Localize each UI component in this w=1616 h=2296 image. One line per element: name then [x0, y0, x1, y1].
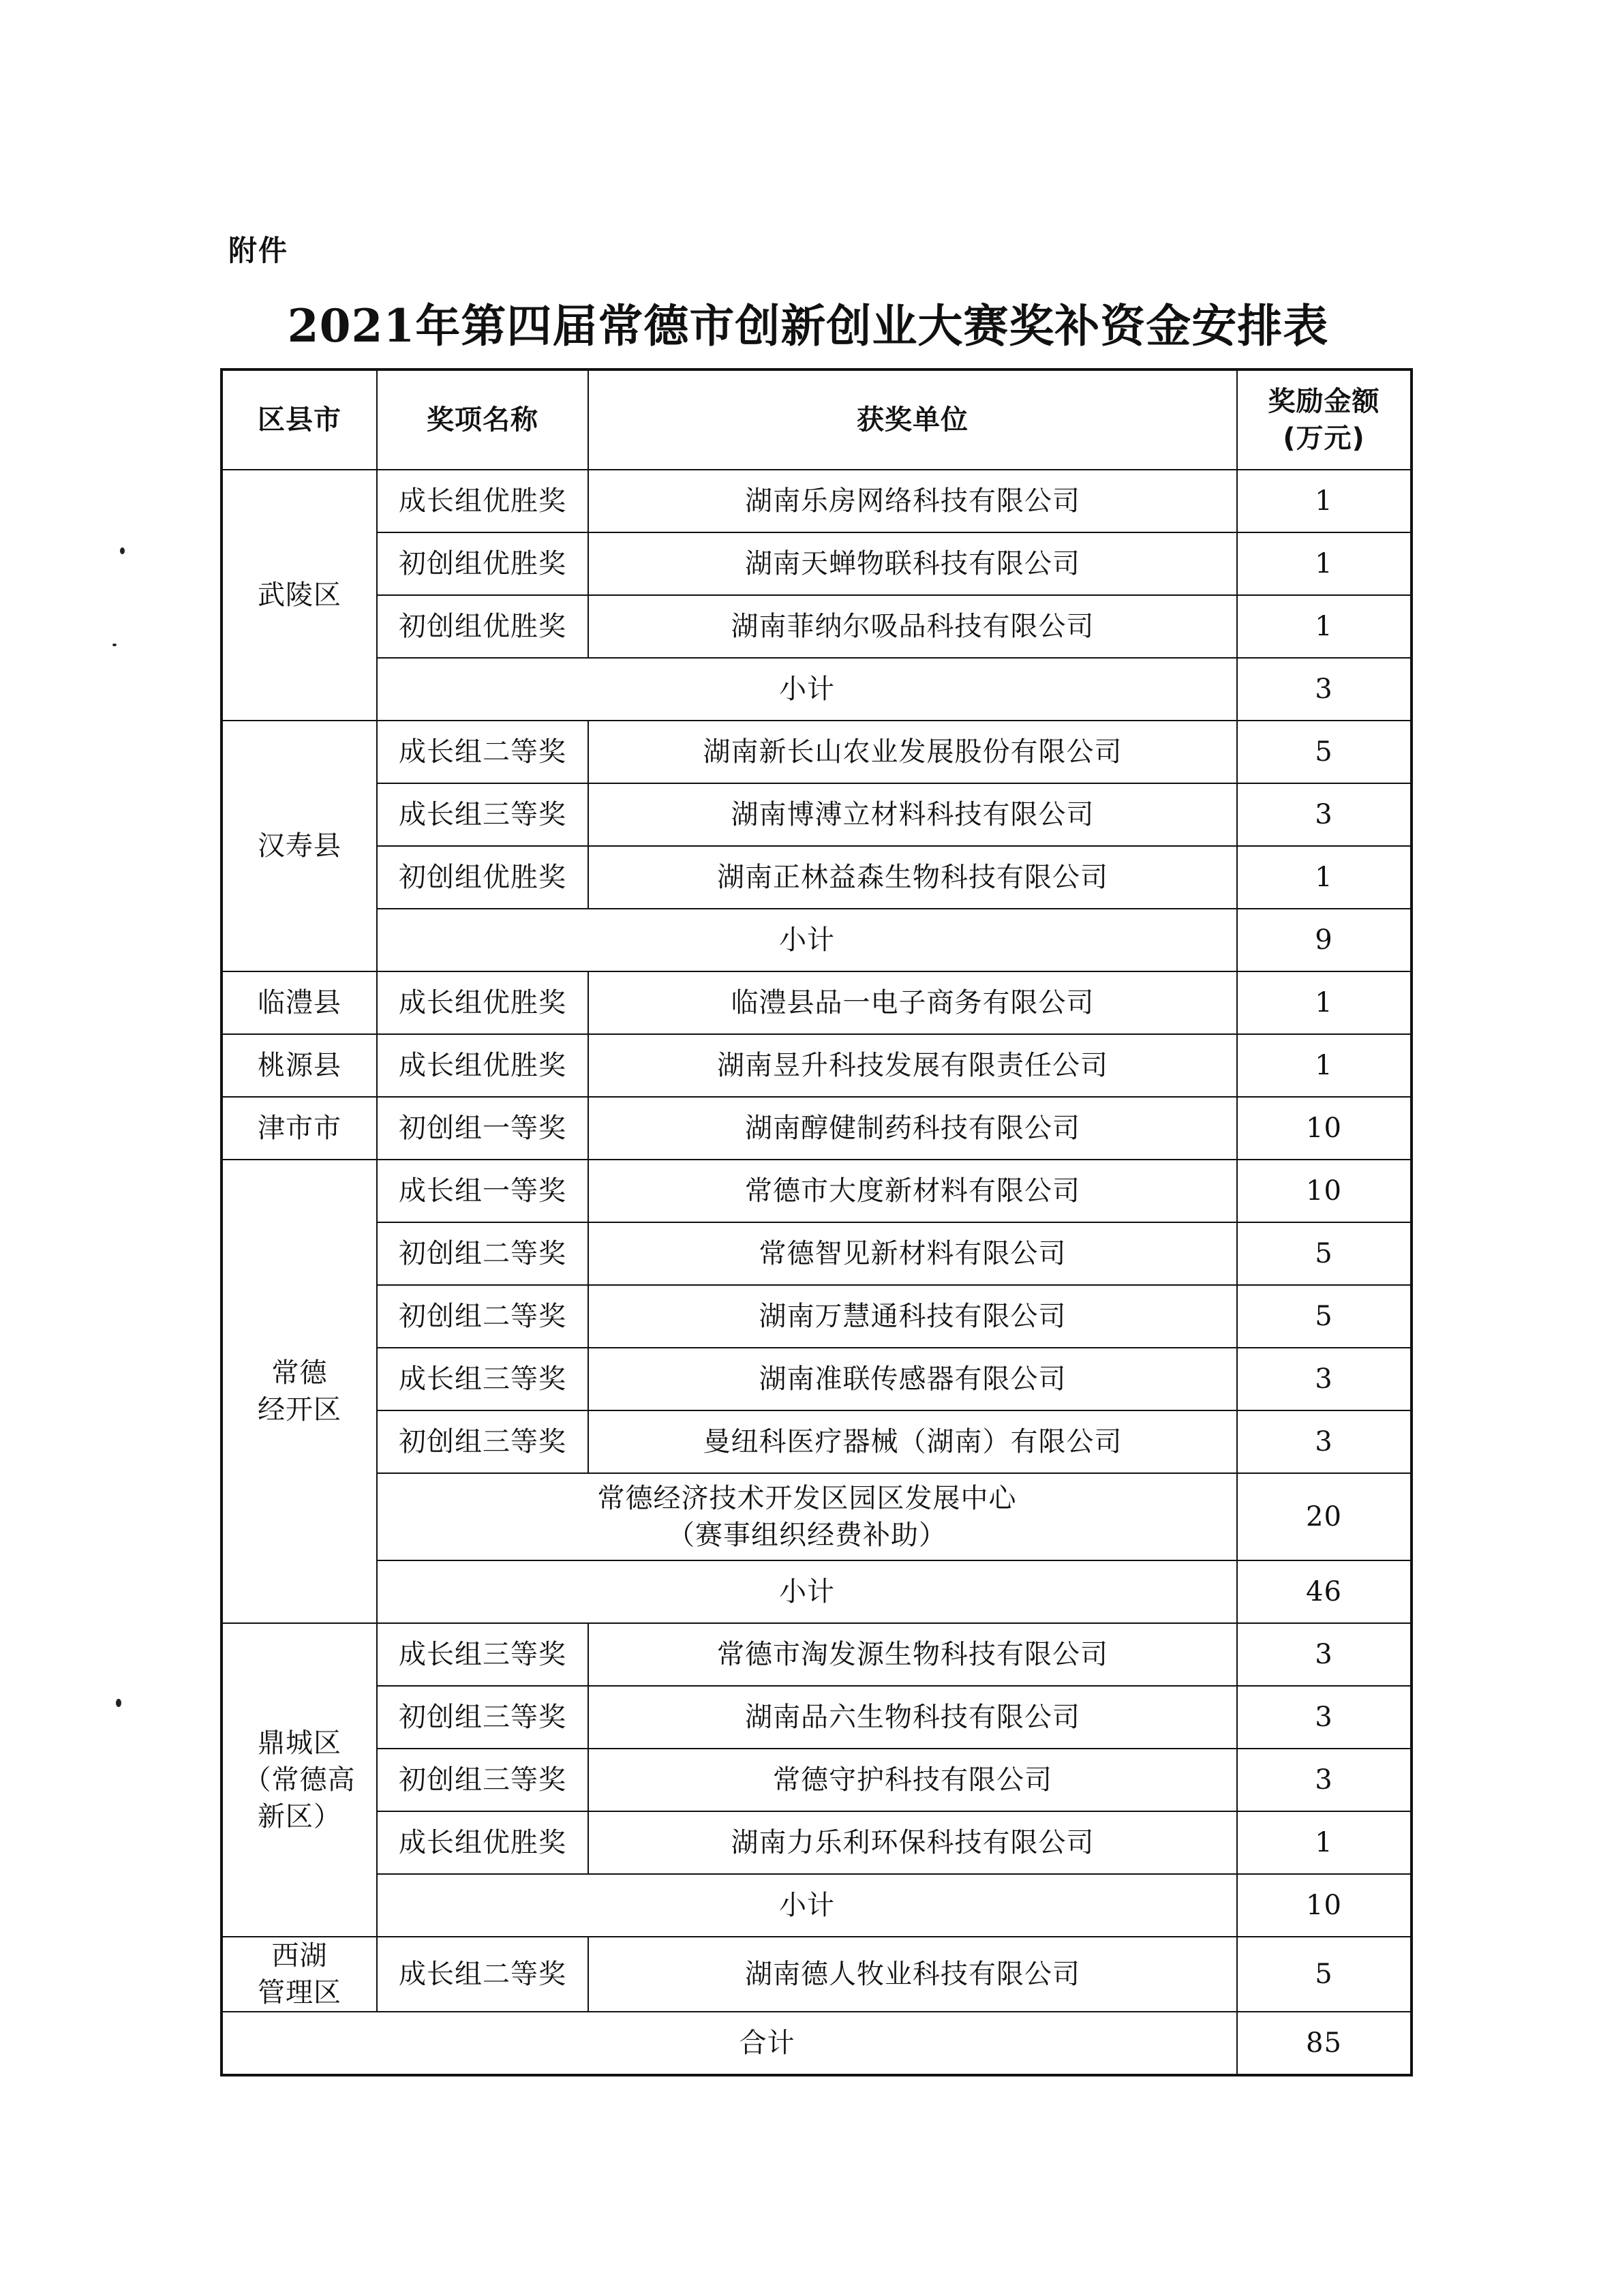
table-row [222, 1410, 1412, 1473]
header-amount-line1: 奖励金额 [1268, 386, 1380, 417]
table-row [222, 1937, 1412, 2012]
special-row [222, 1473, 1412, 1560]
amount-cell: 3 [1237, 1348, 1412, 1410]
total-row [222, 2012, 1412, 2075]
amount-cell: 1 [1237, 1034, 1412, 1097]
award-cell: 初创组一等奖 [377, 1097, 588, 1160]
subtotal-amount: 9 [1237, 909, 1412, 971]
table-row [222, 595, 1412, 658]
subtotal-row [222, 1874, 1412, 1937]
region-line: 临澧县 [258, 987, 341, 1018]
amount-cell: 5 [1237, 1285, 1412, 1348]
winner-cell: 湖南乐房网络科技有限公司 [588, 470, 1237, 532]
table-row [222, 1160, 1412, 1222]
region-cell [222, 1623, 377, 1937]
award-cell: 成长组优胜奖 [377, 971, 588, 1034]
table-row [222, 1686, 1412, 1749]
award-cell: 初创组三等奖 [377, 1749, 588, 1811]
amount-cell: 3 [1237, 783, 1412, 846]
award-cell: 成长组三等奖 [377, 783, 588, 846]
winner-cell: 曼纽科医疗器械（湖南）有限公司 [588, 1410, 1237, 1473]
region-line: 西湖 [271, 1940, 328, 1972]
region-cell [222, 1937, 377, 2012]
winner-cell: 湖南力乐利环保科技有限公司 [588, 1811, 1237, 1874]
region-line: 汉寿县 [258, 830, 341, 862]
winner-cell: 湖南万慧通科技有限公司 [588, 1285, 1237, 1348]
subtotal-label: 小计 [377, 1560, 1237, 1623]
award-cell: 成长组二等奖 [377, 1937, 588, 2012]
region-line: 武陵区 [258, 579, 341, 611]
amount-cell: 1 [1237, 470, 1412, 532]
attachment-label: 附件 [228, 234, 289, 267]
subtotal-row [222, 1560, 1412, 1623]
award-cell: 初创组优胜奖 [377, 846, 588, 909]
subtotal-label: 小计 [377, 658, 1237, 721]
region-cell [222, 1160, 377, 1623]
subtotal-row [222, 658, 1412, 721]
subtotal-label: 小计 [377, 909, 1237, 971]
scan-speck [112, 644, 117, 646]
winner-cell: 湖南天蝉物联科技有限公司 [588, 532, 1237, 595]
region-line: 管理区 [258, 1977, 341, 2008]
subtotal-amount: 10 [1237, 1874, 1412, 1937]
region-line: 常德 [271, 1357, 328, 1389]
table-row [222, 1811, 1412, 1874]
amount-cell: 10 [1237, 1160, 1412, 1222]
table-row [222, 1222, 1412, 1285]
region-line: （常德高 [243, 1764, 356, 1796]
award-cell: 初创组二等奖 [377, 1222, 588, 1285]
table-row [222, 1348, 1412, 1410]
winner-cell: 湖南新长山农业发展股份有限公司 [588, 721, 1237, 783]
award-cell: 成长组三等奖 [377, 1623, 588, 1686]
total-label: 合计 [222, 2012, 1237, 2075]
winner-cell: 湖南德人牧业科技有限公司 [588, 1937, 1237, 2012]
award-cell: 初创组三等奖 [377, 1410, 588, 1473]
award-cell: 初创组优胜奖 [377, 595, 588, 658]
subtotal-amount: 3 [1237, 658, 1412, 721]
page-title: 2021年第四届常德市创新创业大赛奖补资金安排表 [287, 299, 1329, 352]
amount-cell: 5 [1237, 1937, 1412, 2012]
region-line: 经开区 [258, 1394, 341, 1425]
amount-cell: 1 [1237, 532, 1412, 595]
winner-cell: 湖南正林益森生物科技有限公司 [588, 846, 1237, 909]
table-row [222, 846, 1412, 909]
subtotal-label: 小计 [377, 1874, 1237, 1937]
table-row [222, 470, 1412, 532]
winner-cell: 湖南昱升科技发展有限责任公司 [588, 1034, 1237, 1097]
region-cell [222, 1097, 377, 1160]
winner-cell: 湖南醇健制药科技有限公司 [588, 1097, 1237, 1160]
region-line: 桃源县 [258, 1050, 341, 1081]
special-line1: 常德经济技术开发区园区发展中心 [597, 1483, 1017, 1514]
table-row [222, 1097, 1412, 1160]
scan-speck [120, 547, 125, 554]
award-cell: 初创组优胜奖 [377, 532, 588, 595]
award-cell: 成长组优胜奖 [377, 1034, 588, 1097]
table-row [222, 1285, 1412, 1348]
header-amount-line2: (万元) [1283, 423, 1365, 454]
winner-cell: 常德市淘发源生物科技有限公司 [588, 1623, 1237, 1686]
table-row [222, 1749, 1412, 1811]
amount-cell: 3 [1237, 1410, 1412, 1473]
winner-cell: 常德市大度新材料有限公司 [588, 1160, 1237, 1222]
header-amount [1237, 369, 1412, 470]
winner-cell: 湖南菲纳尔吸品科技有限公司 [588, 595, 1237, 658]
award-cell: 成长组一等奖 [377, 1160, 588, 1222]
amount-cell: 5 [1237, 1222, 1412, 1285]
table-row [222, 1623, 1412, 1686]
amount-cell: 1 [1237, 846, 1412, 909]
amount-cell: 1 [1237, 595, 1412, 658]
award-table [220, 368, 1413, 2076]
total-amount: 85 [1237, 2012, 1412, 2075]
special-line2: （赛事组织经费补助） [667, 1520, 947, 1551]
amount-cell: 1 [1237, 1811, 1412, 1874]
table-row [222, 783, 1412, 846]
award-cell: 初创组三等奖 [377, 1686, 588, 1749]
header-region: 区县市 [222, 369, 377, 470]
amount-cell: 5 [1237, 721, 1412, 783]
special-amount-cell: 20 [1237, 1473, 1412, 1560]
region-cell [222, 971, 377, 1034]
header-award: 奖项名称 [377, 369, 588, 470]
amount-cell: 3 [1237, 1686, 1412, 1749]
amount-cell: 3 [1237, 1623, 1412, 1686]
table-row [222, 532, 1412, 595]
winner-cell: 常德守护科技有限公司 [588, 1749, 1237, 1811]
table-row [222, 1034, 1412, 1097]
award-table-body [222, 369, 1412, 2075]
region-cell [222, 1034, 377, 1097]
winner-cell: 常德智见新材料有限公司 [588, 1222, 1237, 1285]
region-cell [222, 721, 377, 971]
winner-cell: 湖南准联传感器有限公司 [588, 1348, 1237, 1410]
table-header-row [222, 369, 1412, 470]
region-line: 新区） [258, 1801, 341, 1832]
table-row [222, 721, 1412, 783]
award-cell: 成长组二等奖 [377, 721, 588, 783]
award-cell: 成长组三等奖 [377, 1348, 588, 1410]
subtotal-row [222, 909, 1412, 971]
header-winner: 获奖单位 [588, 369, 1237, 470]
winner-cell: 湖南品六生物科技有限公司 [588, 1686, 1237, 1749]
winner-cell: 临澧县品一电子商务有限公司 [588, 971, 1237, 1034]
region-line: 津市市 [258, 1113, 341, 1144]
scan-speck [116, 1699, 121, 1707]
award-cell: 初创组二等奖 [377, 1285, 588, 1348]
winner-cell: 湖南博溥立材料科技有限公司 [588, 783, 1237, 846]
amount-cell: 10 [1237, 1097, 1412, 1160]
award-cell: 成长组优胜奖 [377, 470, 588, 532]
amount-cell: 3 [1237, 1749, 1412, 1811]
region-line: 鼎城区 [258, 1727, 341, 1759]
subtotal-amount: 46 [1237, 1560, 1412, 1623]
table-row [222, 971, 1412, 1034]
award-cell: 成长组优胜奖 [377, 1811, 588, 1874]
special-cell [377, 1473, 1237, 1560]
amount-cell: 1 [1237, 971, 1412, 1034]
region-cell [222, 470, 377, 721]
